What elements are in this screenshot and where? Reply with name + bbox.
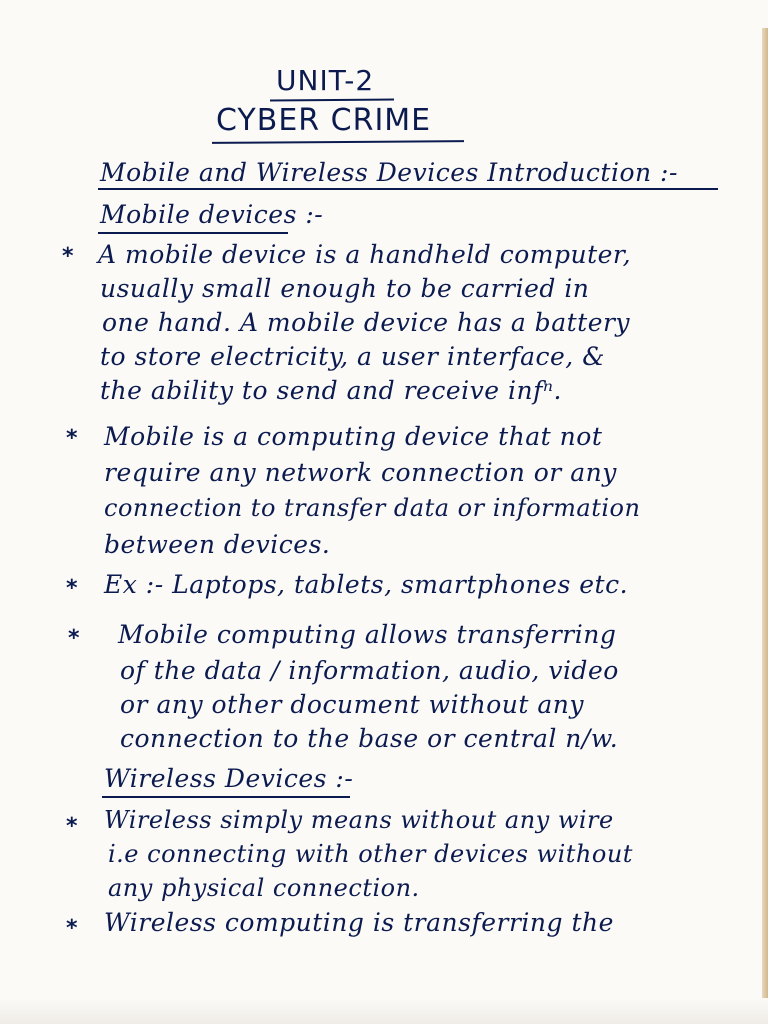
bullet-2: * [66,426,78,451]
unit-underline [270,98,394,101]
mobile-line-6: Mobile is a computing device that not [104,422,603,451]
mobile-line-9: between devices. [104,530,331,559]
wireless-line-3: any physical connection. [108,874,420,902]
section-heading-underline [98,188,718,190]
bullet-6: * [66,916,78,941]
bullet-3: * [66,576,78,601]
mobile-line-7: require any network connection or any [104,458,617,487]
mobile-devices-heading: Mobile devices :- [100,200,324,229]
mobile-line-4: to store electricity, a user interface, & [100,342,605,371]
mobile-line-13: or any other document without any [120,690,584,719]
page-bottom-shadow [0,998,768,1024]
mobile-line-1: A mobile device is a handheld computer, [98,240,632,269]
mobile-line-12: of the data / information, audio, video [120,656,619,685]
page-title: CYBER CRIME [216,103,432,138]
wireless-line-1: Wireless simply means without any wire [104,806,614,834]
mobile-line-10: Ex :- Laptops, tablets, smartphones etc. [104,570,629,599]
mobile-line-3: one hand. A mobile device has a battery [102,308,631,337]
section-heading: Mobile and Wireless Devices Introduction :- [100,158,678,187]
mobile-line-11: Mobile computing allows transferring [118,620,617,649]
title-underline [212,140,464,144]
wireless-devices-heading: Wireless Devices :- [104,764,354,793]
mobile-line-8: connection to transfer data or information [104,494,641,522]
mobile-line-2: usually small enough to be carried in [100,274,590,303]
mobile-heading-underline [98,232,288,234]
mobile-line-5: the ability to send and receive infⁿ. [100,376,562,405]
unit-label: UNIT-2 [276,64,375,97]
bullet-5: * [66,814,78,839]
wireless-heading-underline [102,796,350,798]
wireless-line-4: Wireless computing is transferring the [104,908,614,937]
bullet-1: * [62,244,74,269]
bullet-4: * [68,626,80,651]
mobile-line-14: connection to the base or central n/w. [120,724,619,753]
page-edge [762,28,768,998]
wireless-line-2: i.e connecting with other devices without [108,840,633,868]
